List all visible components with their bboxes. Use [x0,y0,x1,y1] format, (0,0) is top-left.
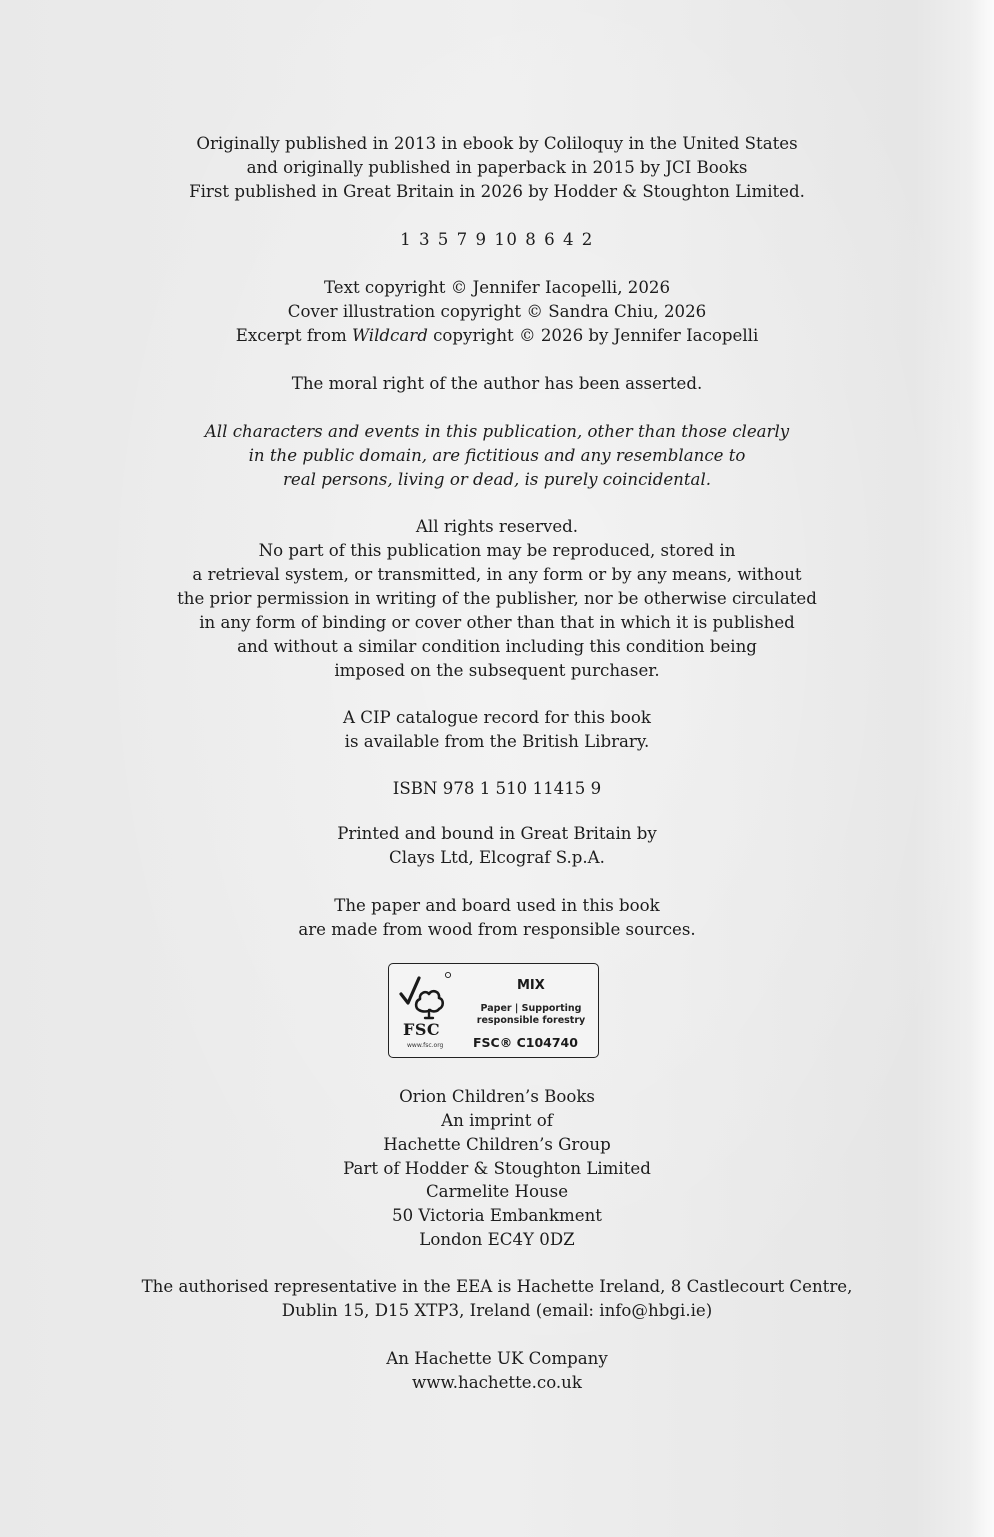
print-line: 1 3 5 7 9 10 8 6 4 2 [400,230,594,249]
rights-line: All rights reserved. [415,517,579,536]
moral-right: The moral right of the author has been asserted. [291,374,703,393]
cip-line: is available from the British Library. [344,732,650,751]
publisher-address-line: London EC4Y 0DZ [419,1230,575,1249]
paper-line: The paper and board used in this book [334,896,660,915]
rights-line: No part of this publication may be reproduced, stored in [258,541,736,560]
publisher-address-line: An imprint of [441,1111,553,1130]
publication-history-line: and originally published in paperback in 2015 by JCI Books [246,158,748,177]
publication-history-line: Originally published in 2013 in ebook by Coliloquy in the United States [196,134,798,153]
excerpt-prefix: Excerpt from [235,326,353,345]
rights-line: in any form of binding or cover other than that in which it is published [199,613,795,632]
publication-history-line: First published in Great Britain in 2026 by Hodder & Stoughton Limited. [189,182,805,201]
rights-line: and without a similar condition including this condition being [237,637,757,656]
paper-line: are made from wood from responsible sources. [298,920,696,939]
text-copyright: Text copyright © Jennifer Iacopelli, 2026 [323,278,671,297]
fsc-code: FSC® C104740 [473,1035,578,1050]
fsc-mix-label: MIX [517,978,545,993]
rights-line: imposed on the subsequent purchaser. [334,661,660,680]
fsc-description: Paper | Supporting responsible forestry [476,1003,586,1026]
printed-line: Printed and bound in Great Britain by [337,824,657,843]
disclaimer-line: in the public domain, are fictitious and any resemblance to [248,446,746,465]
cover-copyright: Cover illustration copyright © Sandra Chiu, 2026 [287,302,707,321]
fsc-mix-logo [388,963,599,1058]
publisher-address-line: Part of Hodder & Stoughton Limited [343,1159,651,1178]
disclaimer-line: All characters and events in this publication, other than those clearly [204,422,790,441]
publisher-address-line: 50 Victoria Embankment [392,1206,602,1225]
excerpt-suffix: copyright © 2026 by Jennifer Iacopelli [427,326,759,345]
publisher-address-line: Hachette Children’s Group [383,1135,611,1154]
eea-line: Dublin 15, D15 XTP3, Ireland (email: info@hbgi.ie) [281,1301,713,1320]
isbn: ISBN 978 1 510 11415 9 [392,779,602,798]
cip-line: A CIP catalogue record for this book [342,708,651,727]
publisher-address-line: Orion Children’s Books [399,1087,595,1106]
disclaimer-line: real persons, living or dead, is purely coincidental. [282,470,712,489]
rights-line: a retrieval system, or transmitted, in any form or by any means, without [192,565,802,584]
company-website: www.hachette.co.uk [412,1373,582,1392]
company-name: An Hachette UK Company [386,1349,608,1368]
eea-line: The authorised representative in the EEA is Hachette Ireland, 8 Castlecourt Centre, [141,1277,853,1296]
printed-line: Clays Ltd, Elcograf S.p.A. [389,848,605,867]
fsc-website: www.fsc.org [407,1042,444,1049]
excerpt-title: Wildcard [352,326,428,345]
rights-line: the prior permission in writing of the publisher, nor be otherwise circulated [177,589,817,608]
excerpt-copyright [0,324,994,348]
publisher-address-line: Carmelite House [425,1182,569,1201]
fsc-letters: FSC [403,1020,441,1039]
